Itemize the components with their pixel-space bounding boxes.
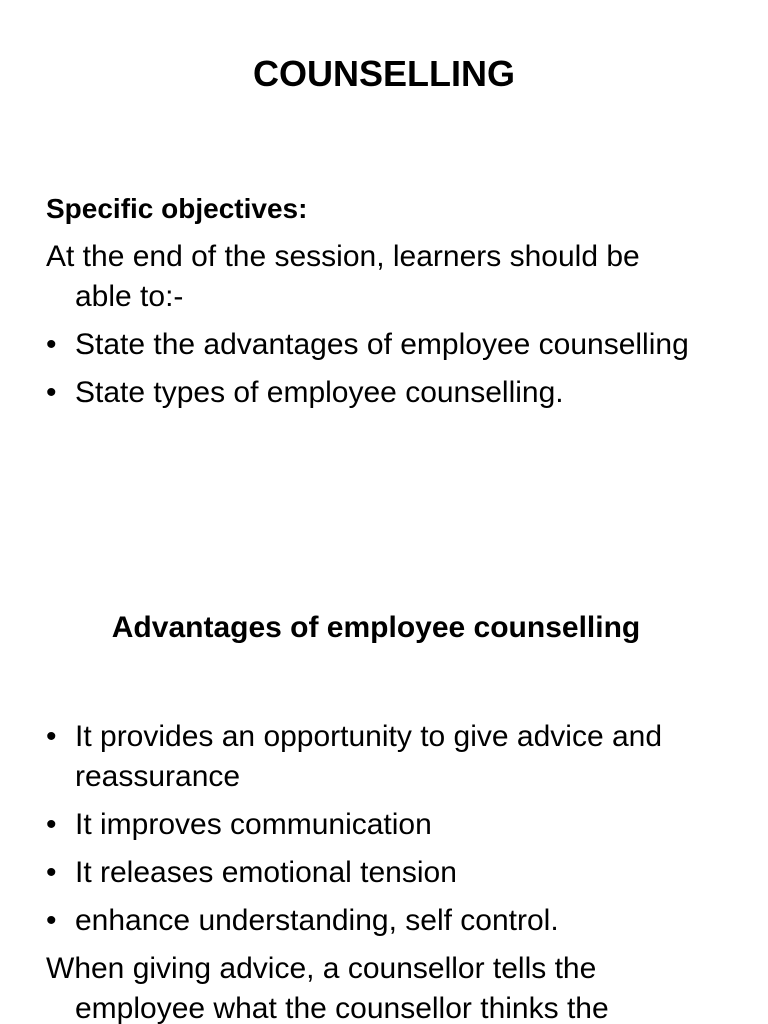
intro-line-2: able to:-	[75, 280, 184, 313]
advice-paragraph	[46, 949, 726, 1024]
list-item-text: State the advantages of employee counselling	[75, 328, 689, 361]
list-item-text: enhance understanding, self control.	[75, 904, 559, 937]
intro-line-1: At the end of the session, learners should be	[46, 240, 640, 273]
list-item	[46, 717, 736, 797]
list-item-text: It releases emotional tension	[75, 856, 457, 889]
bullet-icon: •	[46, 808, 57, 841]
list-item-text: State types of employee counselling.	[75, 376, 564, 409]
objectives-list	[46, 325, 736, 421]
advantages-list	[46, 717, 736, 949]
advice-line-2: employee what the counsellor thinks the	[75, 992, 609, 1024]
list-item	[46, 325, 736, 365]
bullet-icon: •	[46, 376, 57, 409]
list-item-text: It improves communication	[75, 808, 432, 841]
list-item-text: It provides an opportunity to give advice and reassurance	[75, 720, 663, 793]
bullet-icon: •	[46, 904, 57, 937]
bullet-icon: •	[46, 720, 57, 753]
bullet-icon: •	[46, 856, 57, 889]
list-item	[46, 805, 736, 845]
list-item	[46, 373, 736, 413]
list-item	[46, 901, 736, 941]
page-title: COUNSELLING	[252, 53, 515, 94]
bullet-icon: •	[46, 328, 57, 361]
section-title: Advantages of employee counselling	[111, 611, 641, 644]
intro-paragraph	[46, 237, 726, 317]
advice-line-1: When giving advice, a counsellor tells the	[46, 952, 597, 985]
list-item	[46, 853, 736, 893]
objectives-heading: Specific objectives:	[46, 193, 308, 224]
